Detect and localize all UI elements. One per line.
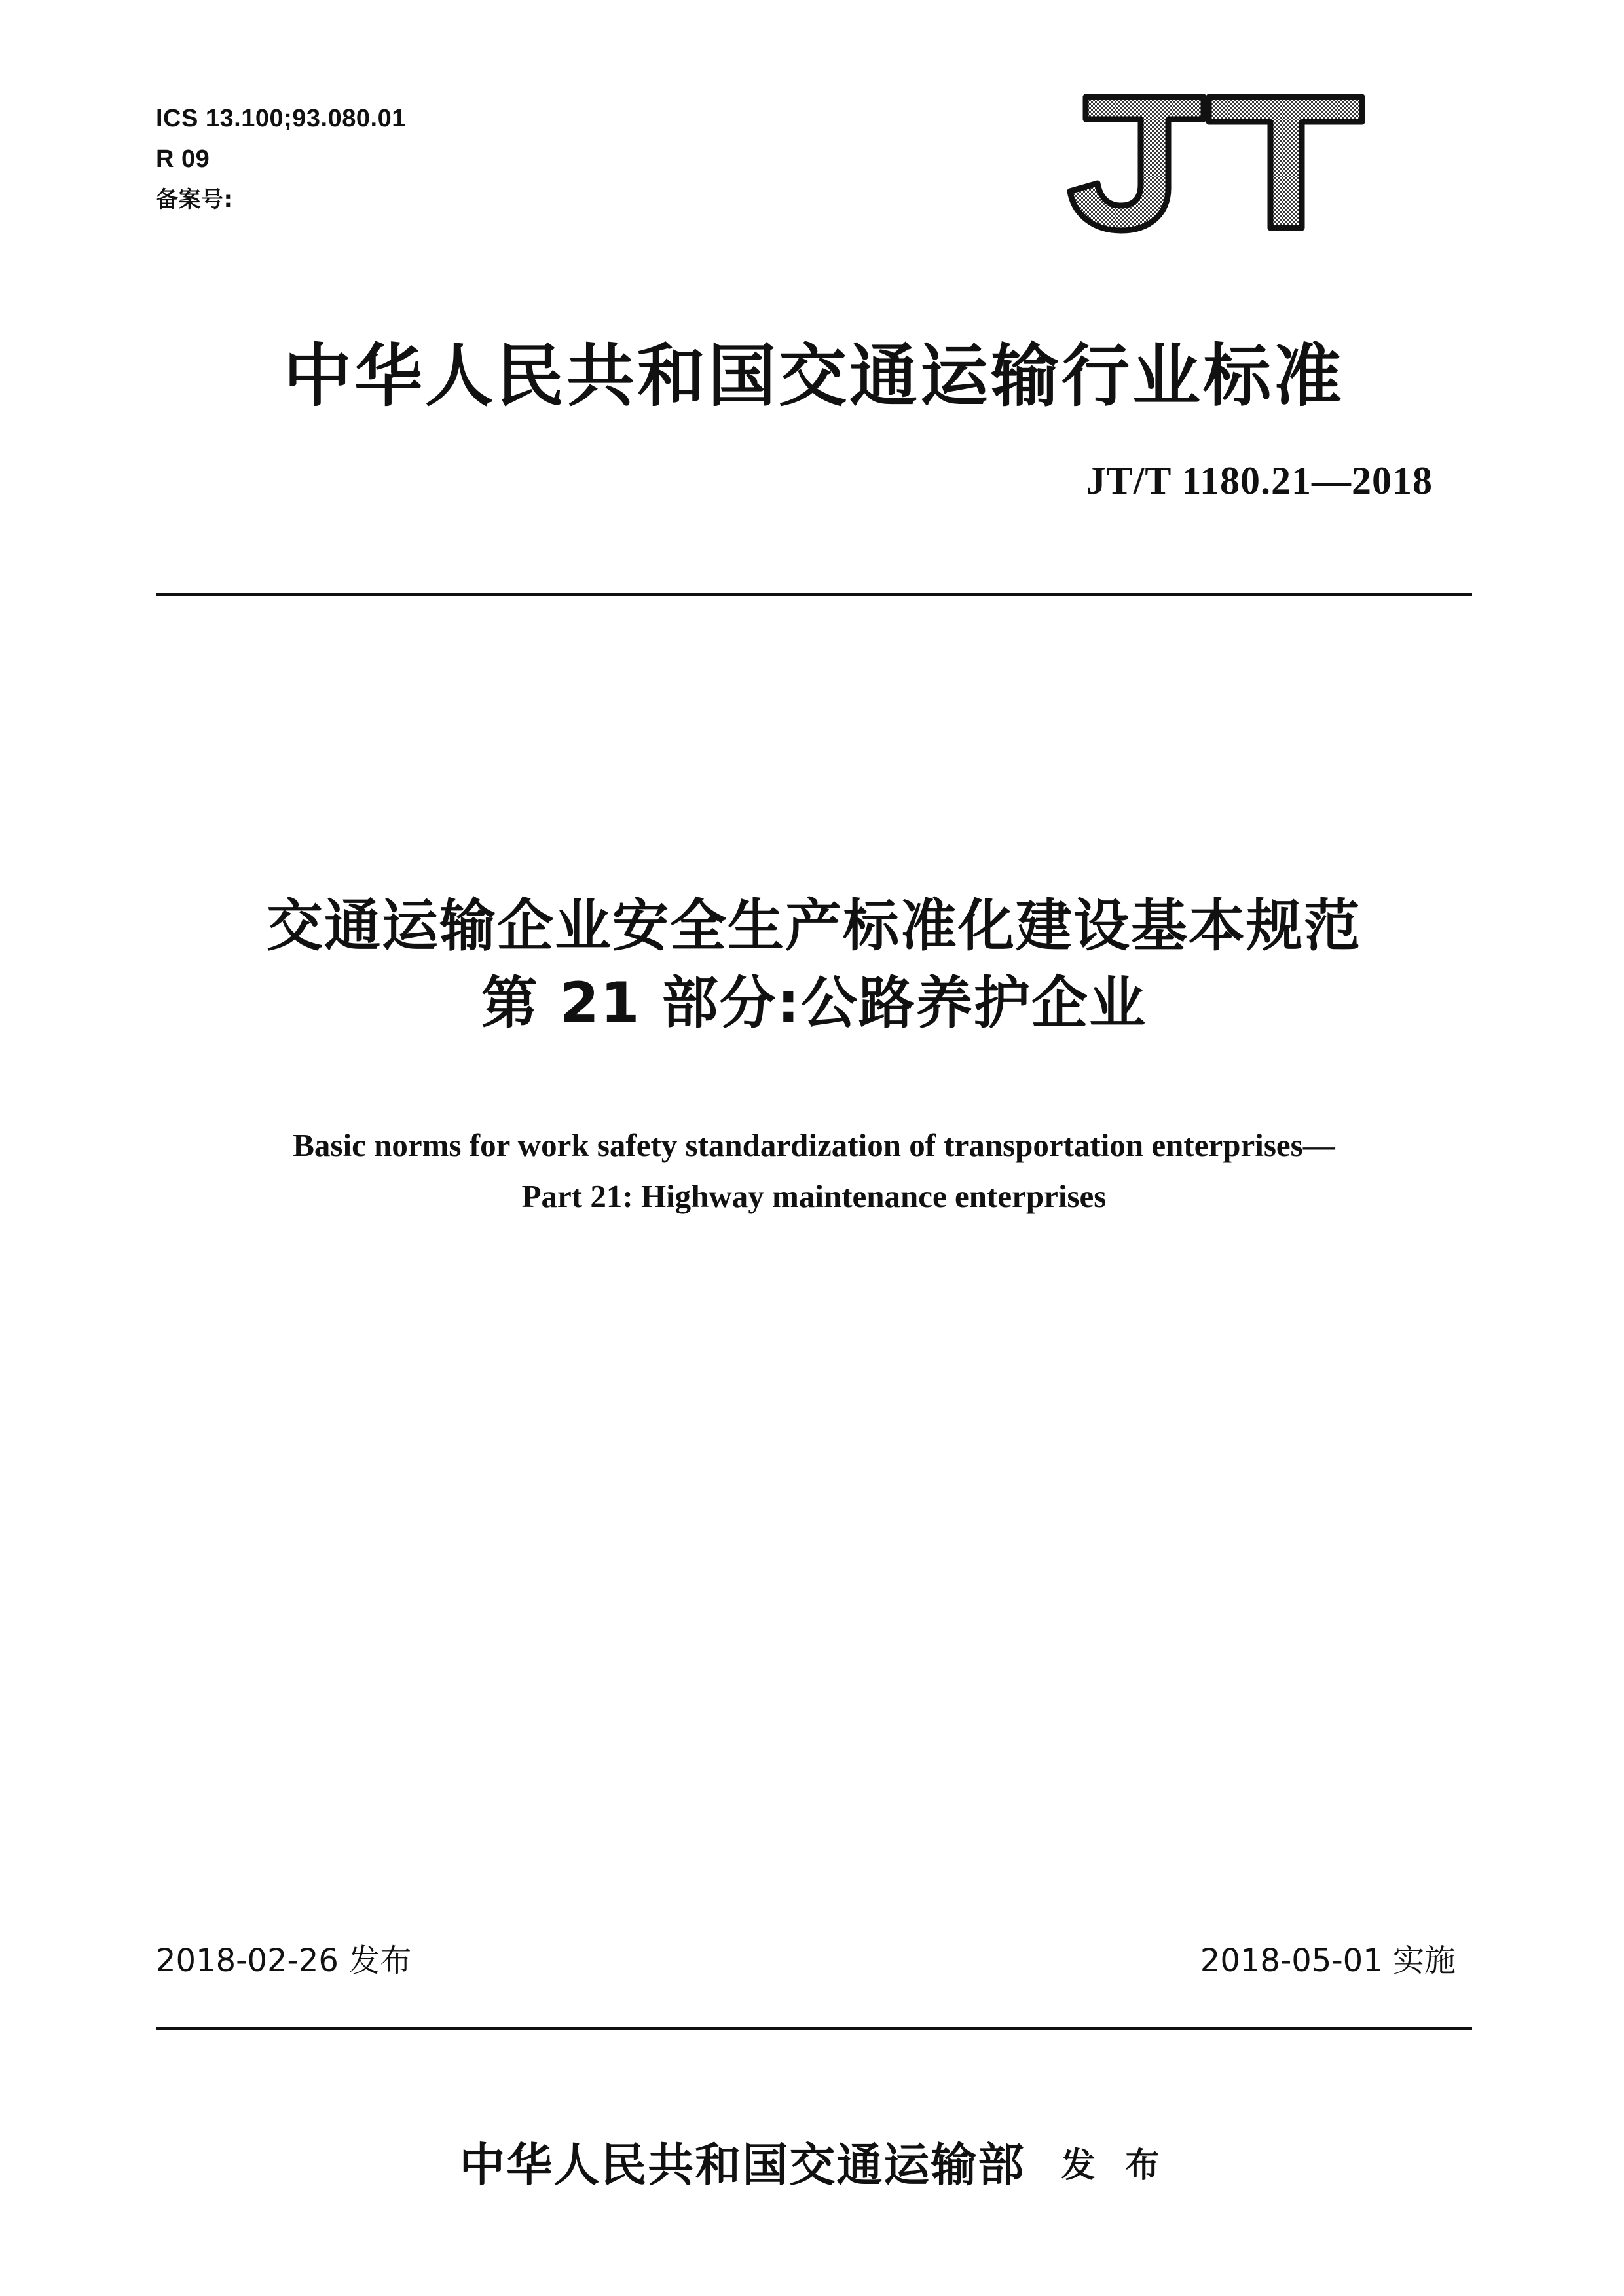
issuer-name: 中华人民共和国交通运输部: [459, 2138, 1025, 2192]
ics-block: [156, 98, 406, 220]
title-line-2: 第 21 部分:公路养护企业: [481, 971, 1147, 1036]
issuer-block: [156, 2128, 1472, 2194]
dates-row: [156, 1935, 1472, 1981]
english-title-line-1: Basic norms for work safety standardization of transportation enterprises—: [293, 1127, 1335, 1163]
footer-divider: [156, 2027, 1472, 2030]
english-title-line-2: Part 21: Highway maintenance enterprises: [521, 1178, 1107, 1214]
classification-code: R 09: [156, 145, 210, 173]
issue-date: 2018-02-26 发布: [156, 1942, 412, 1979]
header-divider: [156, 593, 1472, 596]
standard-number: JT/T 1180.21—2018: [1086, 459, 1433, 502]
effective-date: 2018-05-01 实施: [1200, 1942, 1456, 1979]
jt-emblem-icon: [1040, 85, 1380, 242]
record-number-label: 备案号:: [156, 187, 233, 213]
page-title: [156, 887, 1472, 1042]
title-line-1: 交通运输企业安全生产标准化建设基本规范: [267, 893, 1361, 959]
authority-title: 中华人民共和国交通运输行业标准: [283, 336, 1344, 416]
ics-code: ICS 13.100;93.080.01: [156, 105, 406, 132]
header-block: [156, 98, 1472, 314]
english-title: [156, 1120, 1472, 1222]
issuer-verb: 发 布: [1061, 2146, 1169, 2185]
